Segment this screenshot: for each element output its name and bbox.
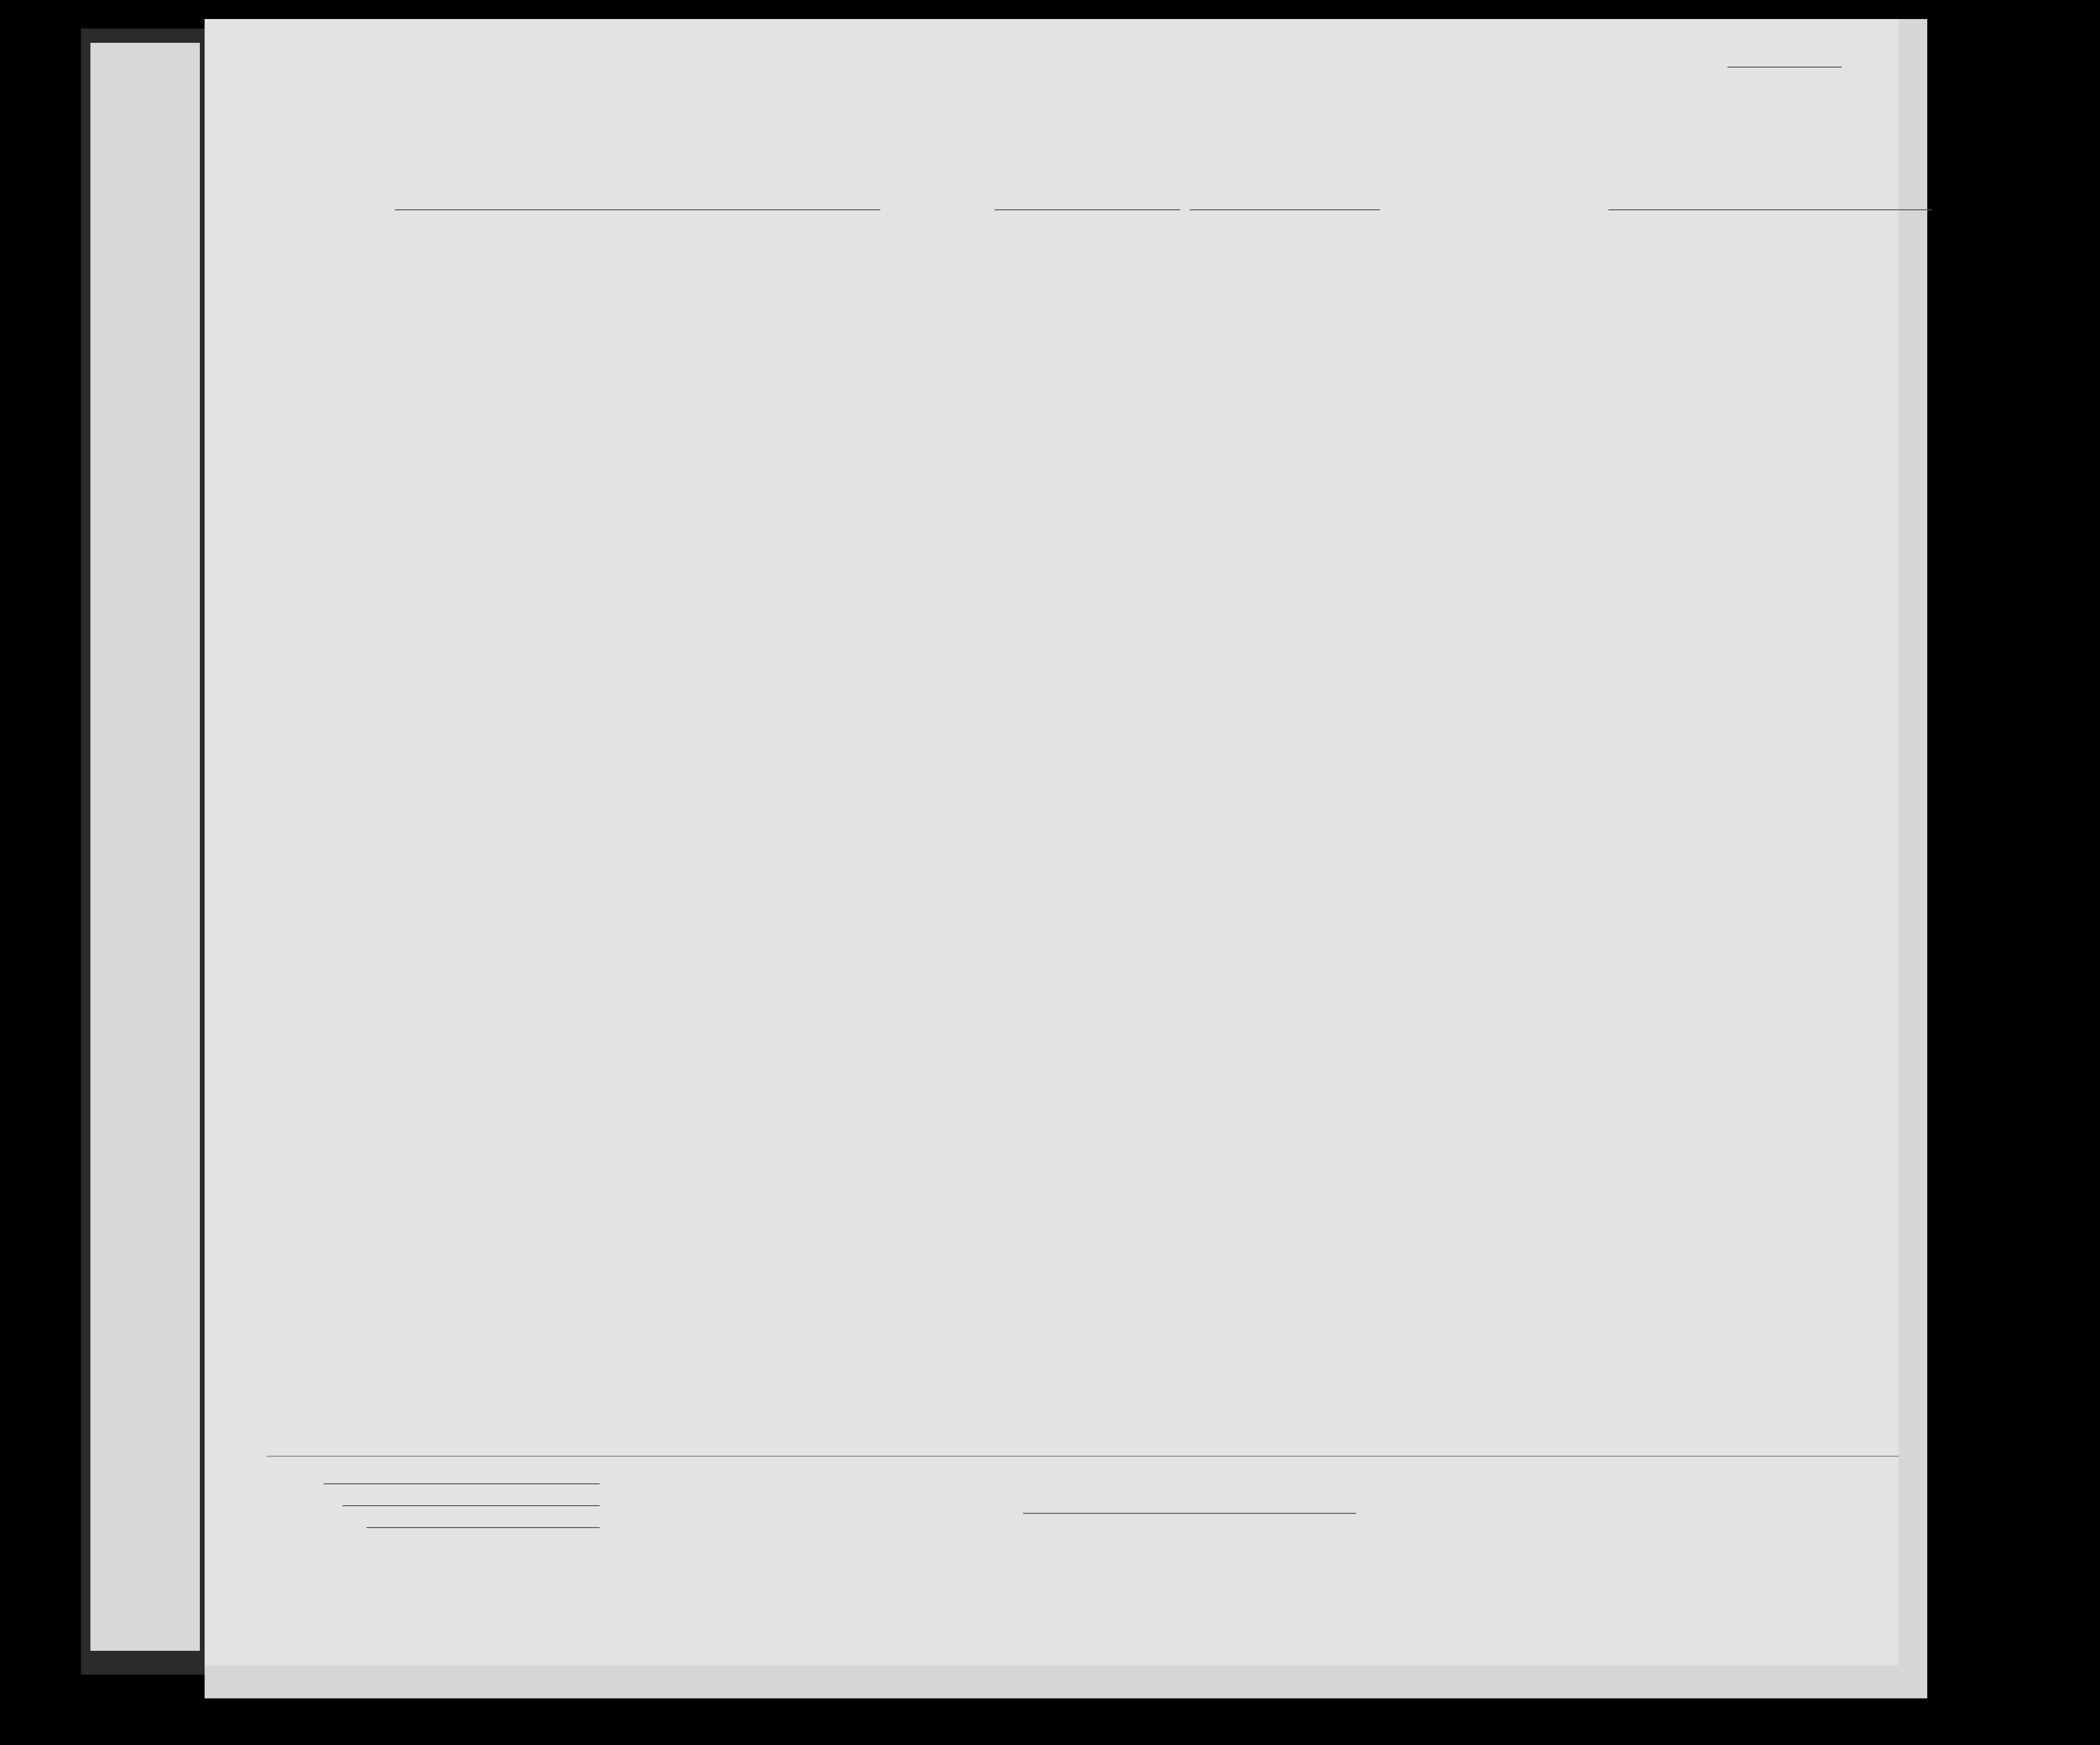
from-port-underline <box>1608 209 1932 210</box>
signature-line <box>1023 1513 1356 1514</box>
manifest-page <box>205 19 1899 1665</box>
sheet-backing <box>205 19 1927 1698</box>
sheet-underline <box>1727 67 1842 68</box>
port-underline <box>995 209 1180 210</box>
owners-field <box>343 1505 600 1506</box>
binder-strip <box>90 43 200 1651</box>
local-agents-field <box>366 1527 600 1528</box>
date-underline <box>1190 209 1380 210</box>
line-field <box>324 1483 600 1484</box>
vessel-underline <box>395 209 880 210</box>
footer-divider <box>266 1456 1899 1457</box>
